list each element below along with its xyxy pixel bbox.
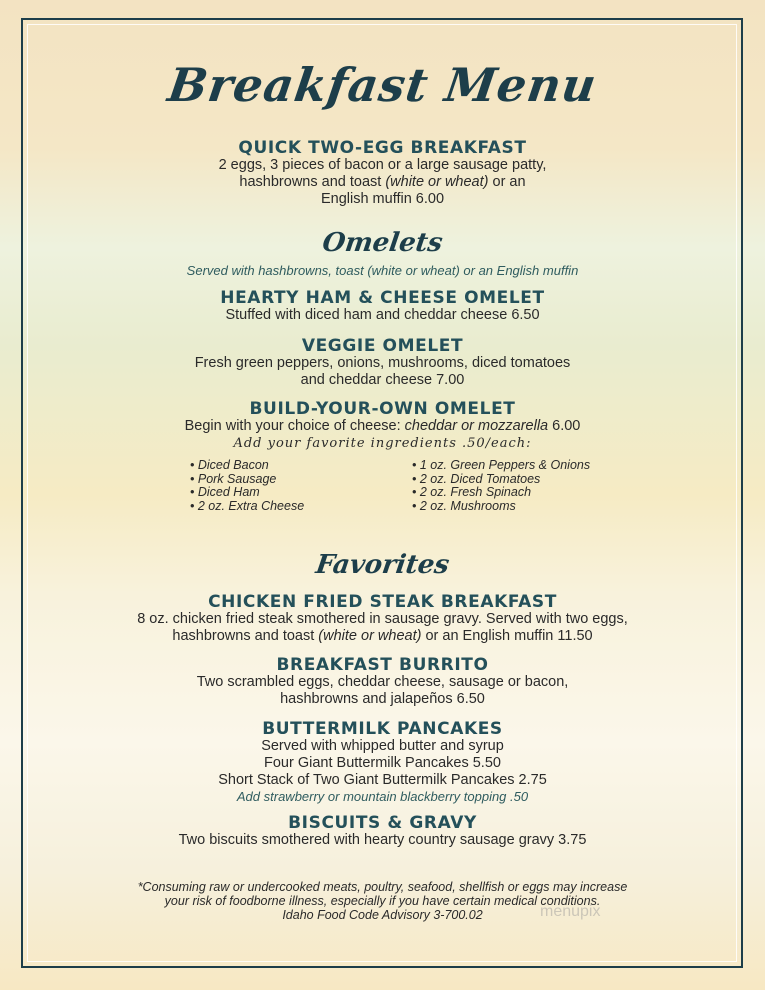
- omelets-heading: Omelets: [320, 228, 445, 258]
- byo-add-ingredients: Add your favorite ingredients .50/each:: [233, 436, 532, 451]
- burrito-name: BREAKFAST BURRITO: [276, 655, 489, 675]
- quick-breakfast-desc-2: hashbrowns and toast (white or wheat) or an: [239, 174, 526, 190]
- ingredients-list-left: [190, 459, 304, 514]
- cfs-name: CHICKEN FRIED STEAK BREAKFAST: [208, 592, 557, 612]
- cfs-desc-1: 8 oz. chicken fried steak smothered in sausage gravy. Served with two eggs,: [137, 611, 628, 627]
- veggie-omelet-name: VEGGIE OMELET: [301, 336, 464, 356]
- pancakes-name: BUTTERMILK PANCAKES: [262, 719, 503, 739]
- footer-line-3: Idaho Food Code Advisory 3-700.02: [282, 908, 483, 922]
- footer-line-2: your risk of foodborne illness, especially if you have certain medical conditions.: [164, 894, 601, 908]
- ingredient-item: • Diced Ham: [190, 486, 304, 500]
- biscuits-name: BISCUITS & GRAVY: [288, 813, 477, 833]
- ingredient-item: • 2 oz. Extra Cheese: [190, 500, 304, 514]
- ingredient-item: • Diced Bacon: [190, 459, 304, 473]
- ham-omelet-desc: Stuffed with diced ham and cheddar cheese 6.50: [225, 307, 540, 323]
- byo-omelet-desc: Begin with your choice of cheese: cheddar or mozzarella 6.00: [184, 418, 581, 434]
- burrito-desc-2: hashbrowns and jalapeños 6.50: [280, 691, 485, 707]
- menu-title: Breakfast Menu: [164, 58, 601, 112]
- byo-omelet-name: BUILD-YOUR-OWN OMELET: [249, 399, 516, 419]
- ingredient-item: • 2 oz. Mushrooms: [412, 500, 590, 514]
- ingredient-item: • 1 oz. Green Peppers & Onions: [412, 459, 590, 473]
- pancakes-desc-2: Four Giant Buttermilk Pancakes 5.50: [264, 755, 501, 771]
- quick-breakfast-name: QUICK TWO-EGG BREAKFAST: [238, 138, 527, 158]
- omelets-note: Served with hashbrowns, toast (white or wheat) or an English muffin: [186, 263, 579, 278]
- food-advisory-footer: [0, 880, 765, 922]
- favorites-heading: Favorites: [313, 550, 452, 580]
- ingredient-item: • 2 oz. Diced Tomatoes: [412, 473, 590, 487]
- ham-omelet-name: HEARTY HAM & CHEESE OMELET: [220, 288, 545, 308]
- ingredient-item: • Pork Sausage: [190, 473, 304, 487]
- cfs-desc-2: hashbrowns and toast (white or wheat) or an English muffin 11.50: [172, 628, 593, 644]
- veggie-omelet-desc-2: and cheddar cheese 7.00: [300, 372, 465, 388]
- pancakes-topping-note: Add strawberry or mountain blackberry topping .50: [236, 789, 529, 804]
- quick-breakfast-desc-1: 2 eggs, 3 pieces of bacon or a large sausage patty,: [218, 157, 547, 173]
- quick-breakfast-desc-3: English muffin 6.00: [320, 191, 445, 207]
- burrito-desc-1: Two scrambled eggs, cheddar cheese, sausage or bacon,: [196, 674, 569, 690]
- veggie-omelet-desc-1: Fresh green peppers, onions, mushrooms, diced tomatoes: [194, 355, 571, 371]
- watermark: menupix: [540, 903, 601, 920]
- biscuits-desc: Two biscuits smothered with hearty country sausage gravy 3.75: [178, 832, 587, 848]
- ingredients-list-right: [412, 459, 590, 514]
- footer-line-1: *Consuming raw or undercooked meats, poultry, seafood, shellfish or eggs may increase: [137, 880, 628, 894]
- ingredient-item: • 2 oz. Fresh Spinach: [412, 486, 590, 500]
- pancakes-desc-1: Served with whipped butter and syrup: [261, 738, 504, 754]
- pancakes-desc-3: Short Stack of Two Giant Buttermilk Pancakes 2.75: [218, 772, 547, 788]
